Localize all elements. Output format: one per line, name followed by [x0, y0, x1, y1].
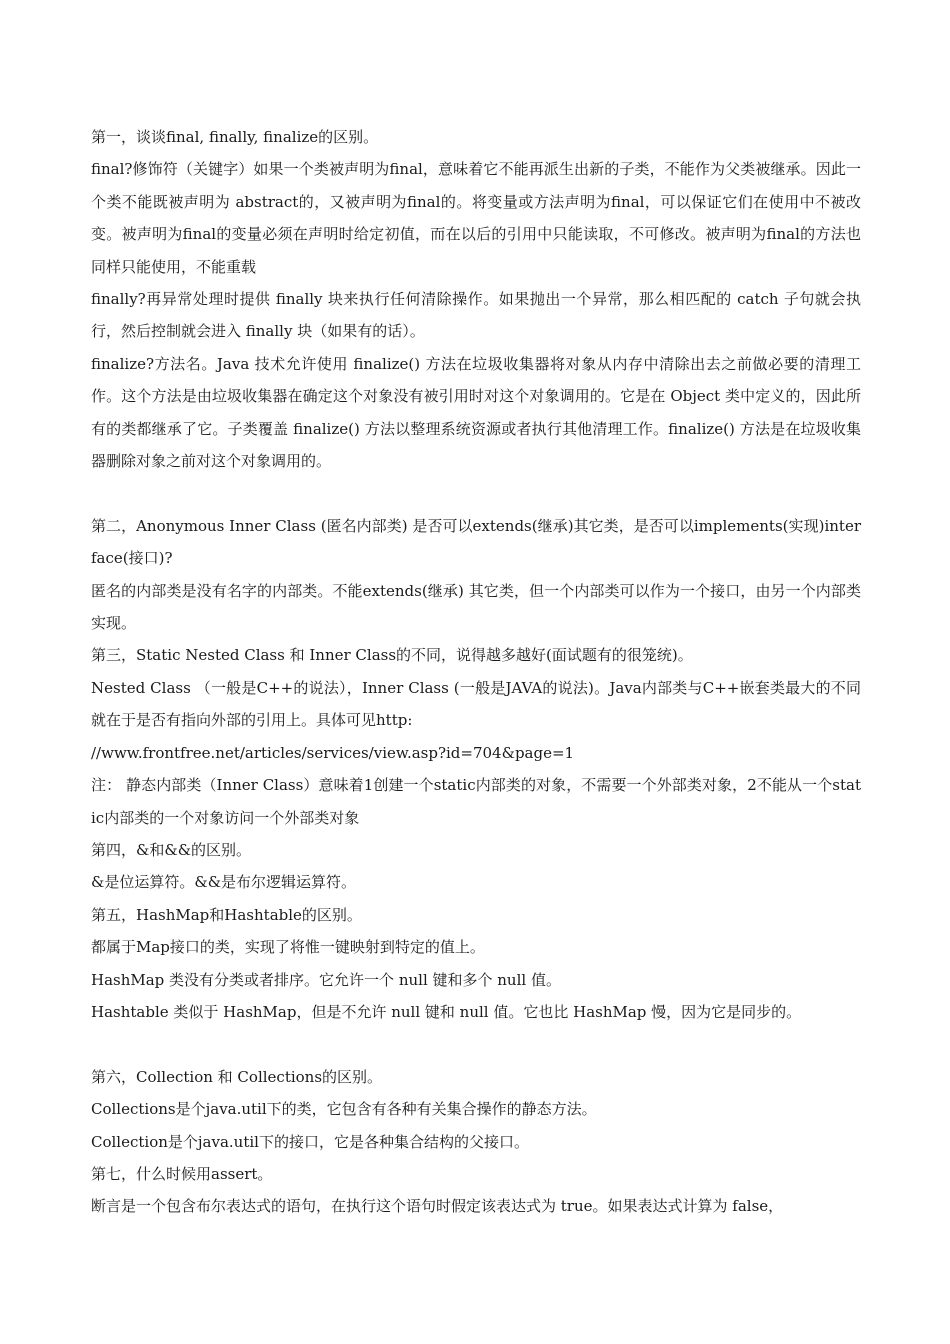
heading-q6-collection-collections: 第六，Collection 和 Collections的区别。 [91, 1067, 383, 1086]
heading-q4-and-operators: 第四，&和&&的区别。 [91, 840, 252, 859]
blank-line [91, 477, 861, 509]
heading-q2-anonymous-inner-class: 第二，Anonymous Inner Class (匿名内部类) 是否可以extends(继承)其它类，是否可以implements(实现)interface(接口)? [91, 516, 861, 568]
paragraph-final-modifier: final?修饰符（关键字）如果一个类被声明为final，意味着它不能再派生出新的子类，不能作为父类被继承。因此一个类不能既被声明为 abstract的，又被声明为final的。将变量或方法声明为final，可以保证它们在使用中不被改变。被声明为final的变量必须在声明时给定初值，而在以后的引用中只能读取，不可修改。被声明为final的方法也同样只能使用，不能重载 [91, 160, 861, 276]
paragraph-nested-class-answer: Nested Class （一般是C++的说法），Inner Class (一般是JAVA的说法)。Java内部类与C++嵌套类最大的不同就在于是否有指向外部的引用上。具体可见http: [91, 678, 861, 730]
paragraph-anonymous-inner-class-answer: 匿名的内部类是没有名字的内部类。不能extends(继承) 其它类，但一个内部类可以作为一个接口，由另一个内部类实现。 [91, 581, 861, 633]
paragraph-collection-interface: Collection是个java.util下的接口，它是各种集合结构的父接口。 [91, 1132, 529, 1151]
heading-q1-final-finally-finalize: 第一，谈谈final, finally, finalize的区别。 [91, 128, 379, 146]
paragraph-assert-answer: 断言是一个包含布尔表达式的语句，在执行这个语句时假定该表达式为 true。如果表达式计算为 false， [91, 1197, 784, 1216]
paragraph-finalize-method: finalize?方法名。Java 技术允许使用 finalize() 方法在垃圾收集器将对象从内存中清除出去之前做必要的清理工作。这个方法是由垃圾收集器在确定这个对象没有被引用时对这个对象调用的。它是在 Object 类中定义的，因此所有的类都继承了它。子类覆盖 finalize() 方法以整理系统资源或者执行其他清理工作。finalize() 方法是在垃圾收集器删除对象之前对这个对象调用的。 [91, 354, 861, 471]
paragraph-map-interface: 都属于Map接口的类，实现了将惟一键映射到特定的值上。 [91, 938, 485, 957]
paragraph-reference-url: //www.frontfree.net/articles/services/view.asp?id=704&page=1 [91, 743, 575, 762]
paragraph-collections-class: Collections是个java.util下的类，它包含有各种有关集合操作的静态方法。 [91, 1100, 597, 1119]
heading-q3-static-nested-class: 第三，Static Nested Class 和 Inner Class的不同，说得越多越好(面试题有的很笼统)。 [91, 646, 693, 665]
paragraph-note-static-inner-class: 注： 静态内部类（Inner Class）意味着1创建一个static内部类的对象，不需要一个外部类对象，2不能从一个static内部类的一个对象访问一个外部类对象 [91, 776, 861, 827]
heading-q7-assert: 第七，什么时候用assert。 [91, 1164, 273, 1183]
paragraph-hashtable: Hashtable 类似于 HashMap，但是不允许 null 键和 null 值。它也比 HashMap 慢，因为它是同步的。 [91, 1002, 802, 1021]
paragraph-hashmap: HashMap 类没有分类或者排序。它允许一个 null 键和多个 null 值。 [91, 970, 561, 989]
paragraph-finally-block: finally?再异常处理时提供 finally 块来执行任何清除操作。如果抛出一个异常，那么相匹配的 catch 子句就会执行，然后控制就会进入 finally 块（如果有的话）。 [91, 290, 861, 341]
blank-line [91, 1028, 861, 1060]
heading-q5-hashmap-hashtable: 第五，HashMap和Hashtable的区别。 [91, 905, 362, 924]
document-body [91, 121, 861, 1223]
paragraph-and-operators-answer: &是位运算符。&&是布尔逻辑运算符。 [91, 873, 357, 892]
